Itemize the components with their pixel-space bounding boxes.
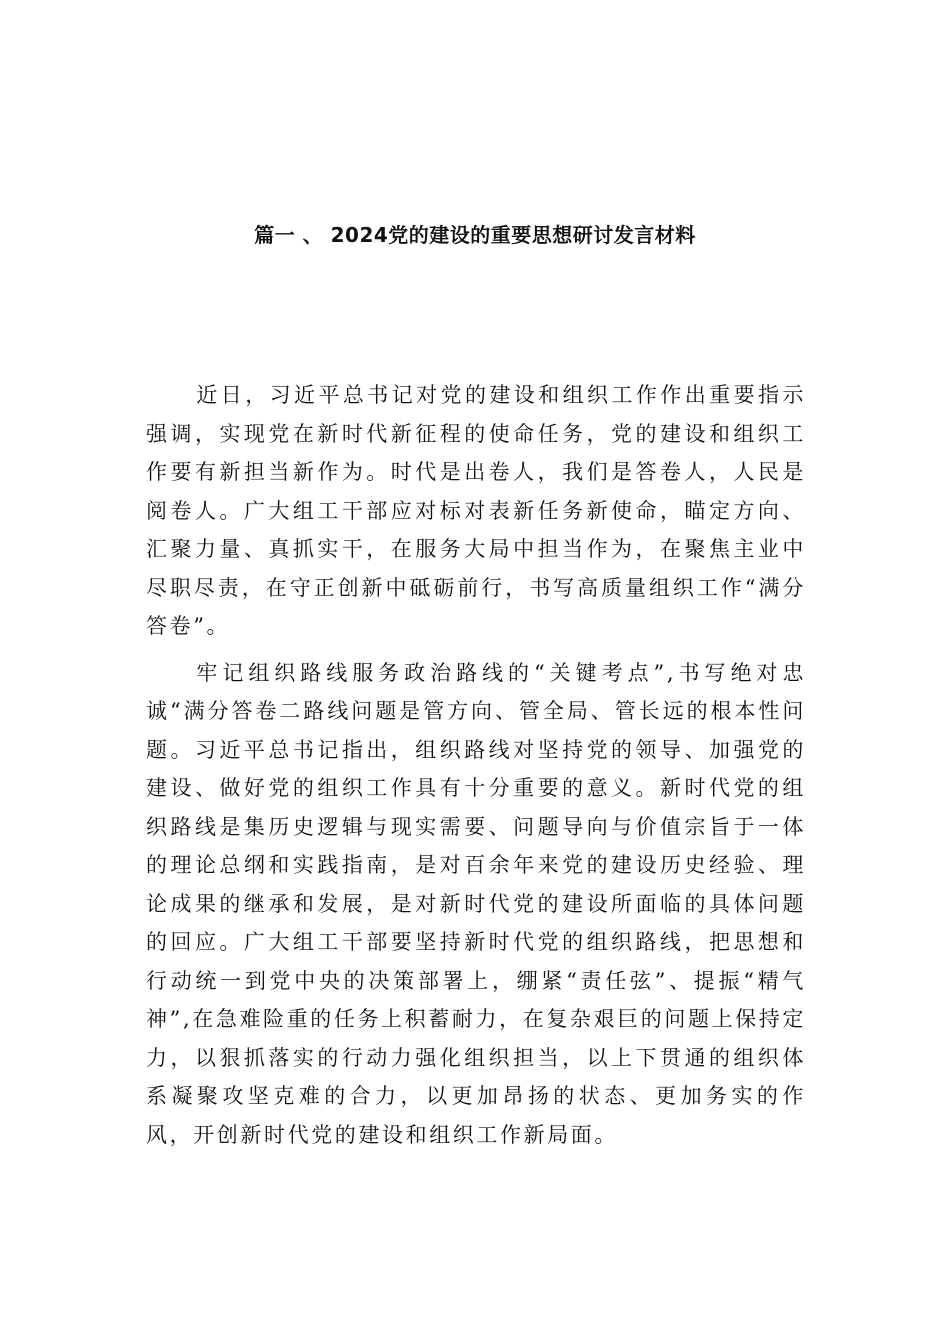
document-title: 篇一 、 2024党的建设的重要思想研讨发言材料 (254, 223, 696, 247)
document-body (146, 376, 806, 1154)
paragraph-2: 牢记组织路线服务政治路线的“关键考点”,书写绝对忠诚“满分答卷二路线问题是管方向、管全局、管长远的根本性问题。习近平总书记指出，组织路线对坚持党的领导、加强党的建设、做好党的组织工作具有十分重要的意义。新时代党的组织路线是集历史逻辑与现实需要、问题导向与价值宗旨于一体的理论总纲和实践指南，是对百余年来党的建设历史经验、理论成果的继承和发展，是对新时代党的建设所面临的具体问题的回应。广大组工干部要坚持新时代党的组织路线，把思想和行动统一到党中央的决策部署上，绷紧“责任弦”、提振“精气神”,在急难险重的任务上积蓄耐力，在复杂艰巨的问题上保持定力，以狠抓落实的行动力强化组织担当，以上下贯通的组织体系凝聚攻坚克难的合力，以更加昂扬的状态、更加务实的作风，开创新时代党的建设和组织工作新局面。 (146, 660, 806, 1147)
paragraph-1: 近日，习近平总书记对党的建设和组织工作作出重要指示强调，实现党在新时代新征程的使命任务，党的建设和组织工作要有新担当新作为。时代是出卷人，我们是答卷人，人民是阅卷人。广大组工干部应对标对表新任务新使命，瞄定方向、汇聚力量、真抓实干，在服务大局中担当作为，在聚焦主业中尽职尽责，在守正创新中砥砺前行，书写高质量组织工作“满分答卷”。 (146, 383, 806, 638)
